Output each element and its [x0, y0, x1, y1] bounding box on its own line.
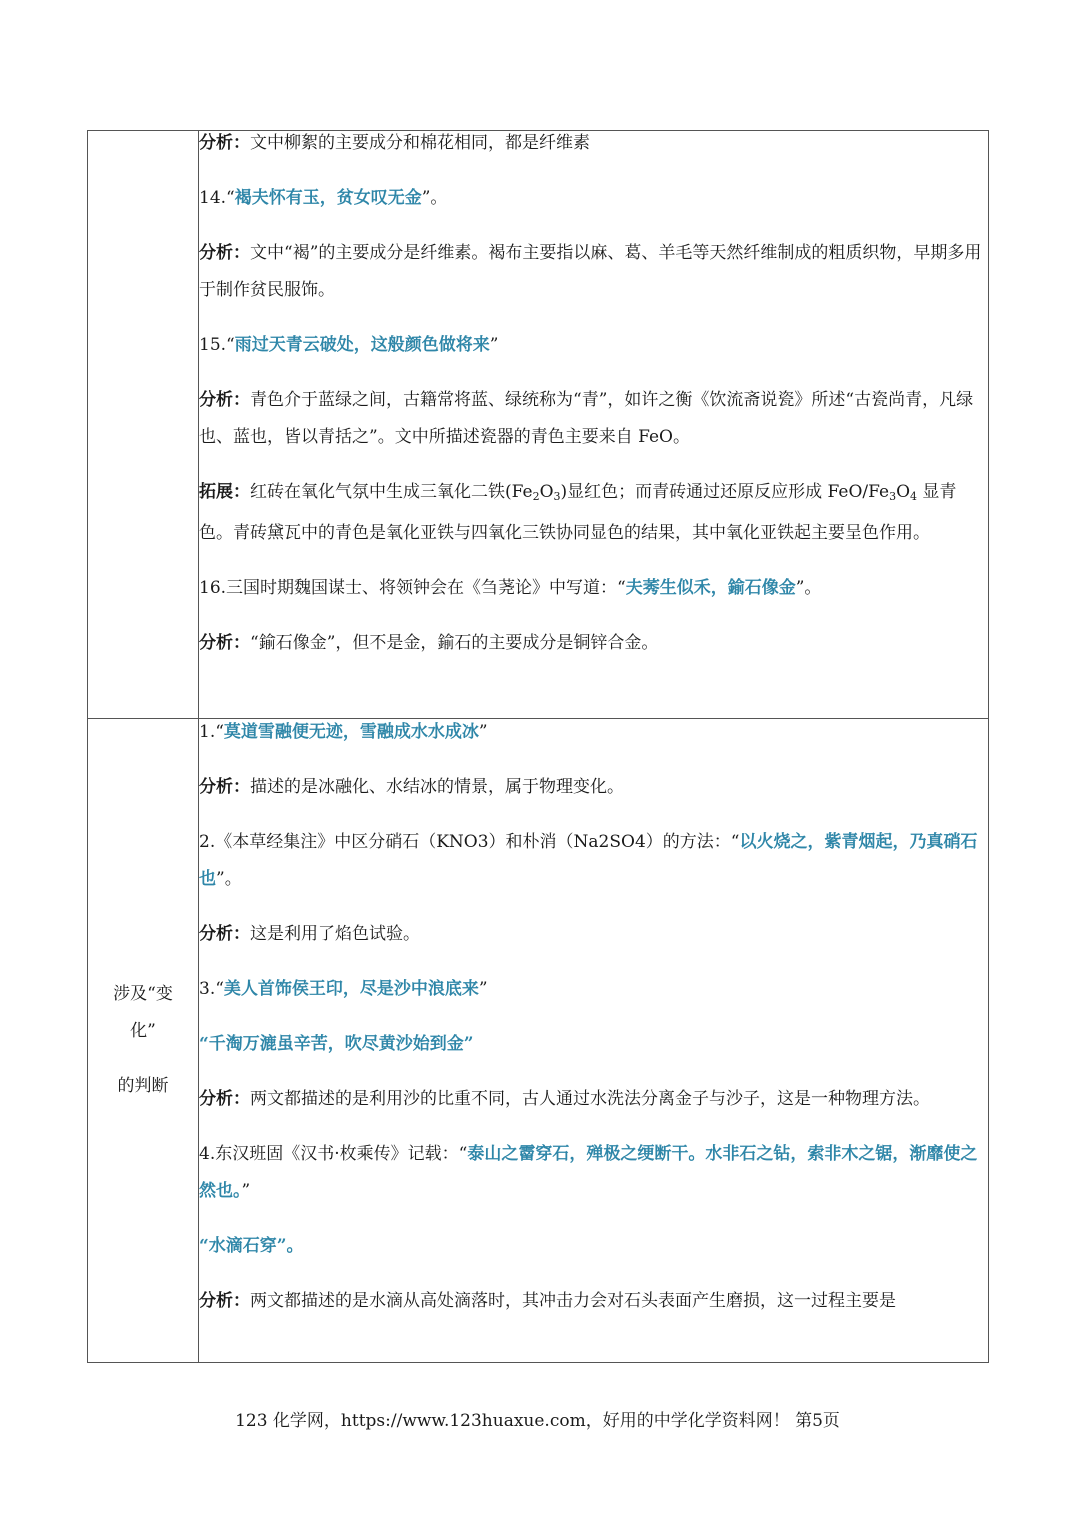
category-label-line2: 化” [130, 1021, 156, 1041]
content-cell [199, 131, 989, 719]
s2-item4-analysis: 分析：两文都描述的是水滴从高处滴落时，其冲击力会对石头表面产生磨损，这一过程主要是 [199, 1291, 896, 1311]
s2-item3-quote2: “千淘万漉虽辛苦，吹尽黄沙始到金” [199, 1034, 474, 1054]
s2-item1: 1.“莫道雪融便无迹，雪融成水水成冰” [199, 722, 488, 742]
s2-item2: 2.《本草经集注》中区分硝石（KNO3）和朴消（Na2SO4）的方法：“以火烧之，紫青烟起，乃真硝石也”。 [199, 832, 978, 889]
content-table [87, 130, 989, 1363]
item15-analysis: 分析：青色介于蓝绿之间，古籍常将蓝、绿统称为“青”，如许之衡《饮流斋说瓷》所述“古瓷尚青，凡绿也、蓝也，皆以青括之”。文中所描述瓷器的青色主要来自 FeO。 [199, 390, 974, 447]
s2-item3-quote: 美人首饰侯王印，尽是沙中浪底来 [223, 979, 479, 999]
item15: 15.“雨过天青云破处，这般颜色做将来” [199, 335, 499, 355]
s2-item2-analysis: 分析：这是利用了焰色试验。 [199, 924, 420, 944]
table-row [88, 131, 989, 719]
s2-item4-quote2: “水滴石穿”。 [199, 1236, 304, 1256]
item15-quote: 雨过天青云破处，这般颜色做将来 [234, 335, 490, 355]
item14-analysis: 分析：文中“褐”的主要成分是纤维素。褐布主要指以麻、葛、羊毛等天然纤维制成的粗质织物，早期多用于制作贫民服饰。 [199, 243, 982, 300]
s2-item3-analysis: 分析：两文都描述的是利用沙的比重不同，古人通过水洗法分离金子与沙子，这是一种物理方法。 [199, 1089, 930, 1109]
s2-item1-quote: 莫道雪融便无迹，雪融成水水成冰 [223, 722, 479, 742]
category-cell [88, 719, 199, 1363]
table-row [88, 719, 989, 1363]
item16-analysis: 分析：“鍮石像金”，但不是金，鍮石的主要成分是铜锌合金。 [199, 633, 659, 653]
item14: 14.“褐夫怀有玉，贫女叹无金”。 [199, 188, 448, 208]
category-cell-empty [88, 131, 199, 719]
category-label-line3: 的判断 [117, 1076, 169, 1096]
s2-item3: 3.“美人首饰侯王印，尽是沙中浪底来” [199, 979, 488, 999]
item15-extension: 拓展：红砖在氧化气氛中生成三氧化二铁$(Fe_2O_3)$显红色；而青砖通过还原反应形成 FeO/$Fe_3O_4$ 显青色。青砖黛瓦中的青色是氧化亚铁与四氧化三铁协同显色的结果，其中氧化亚铁起主要呈色作用。 [199, 482, 957, 543]
s2-item4: 4.东汉班固《汉书·枚乘传》记载：“泰山之霤穿石，殚极之绠断干。水非石之钻，索非木之锯，渐靡使之然也。” [199, 1144, 978, 1201]
s2-item4-quote: 泰山之霤穿石，殚极之绠断干。水非石之钻，索非木之锯，渐靡使之然也。 [199, 1144, 978, 1201]
item13-analysis: 分析：文中柳絮的主要成分和棉花相同，都是纤维素 [199, 133, 590, 153]
item16: 16.三国时期魏国谋士、将领钟会在《刍荛论》中写道：“夫莠生似禾，鍮石像金”。 [199, 578, 822, 598]
item16-quote: 夫莠生似禾，鍮石像金 [625, 578, 796, 598]
content-cell [199, 719, 989, 1363]
s2-item1-analysis: 分析：描述的是冰融化、水结冰的情景，属于物理变化。 [199, 777, 624, 797]
s2-item2-quote: 以火烧之，紫青烟起，乃真硝石也 [199, 832, 978, 889]
page-footer: 123 化学网，https://www.123huaxue.com，好用的中学化学资料网！ 第5页 [235, 1411, 840, 1431]
category-label-line1: 涉及“变 [113, 984, 173, 1004]
item14-quote: 褐夫怀有玉，贫女叹无金 [234, 188, 422, 208]
